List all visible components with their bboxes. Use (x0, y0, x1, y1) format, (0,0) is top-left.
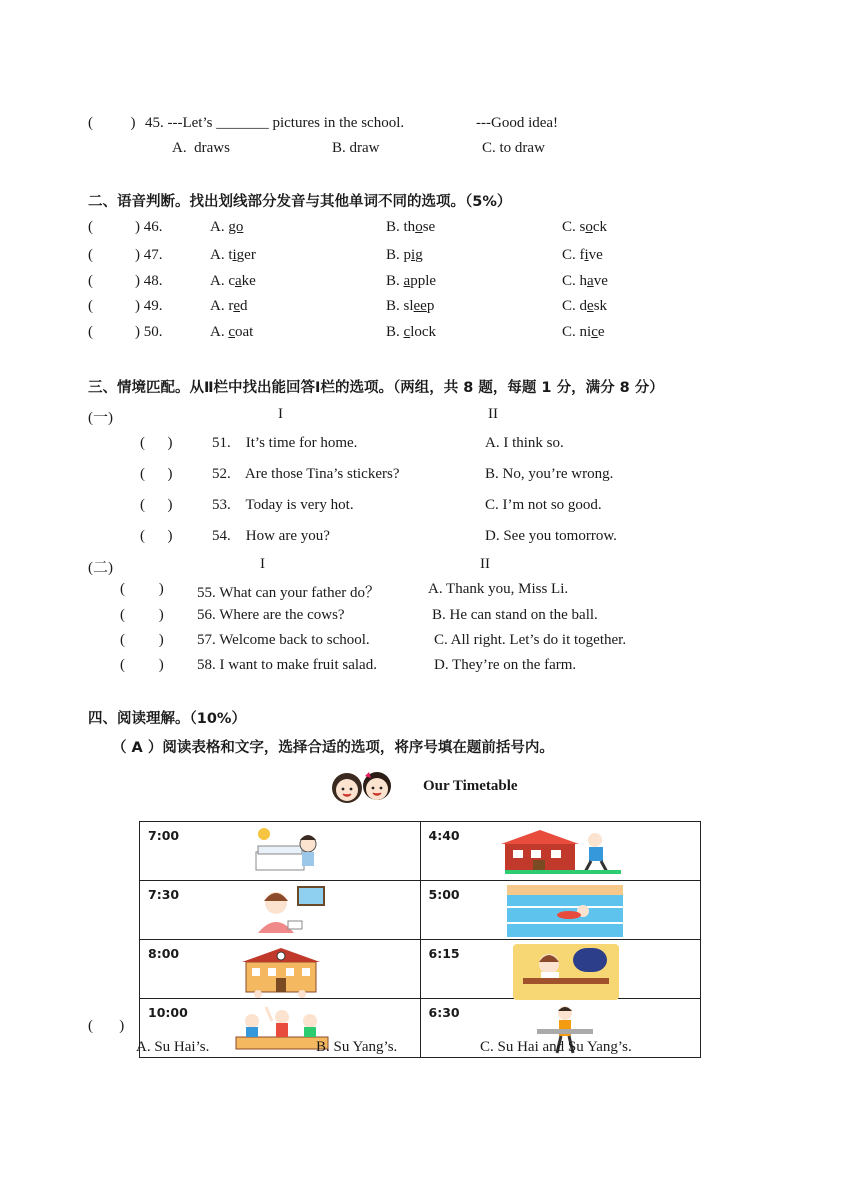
q53-question: 53. Today is very hot. (212, 497, 354, 513)
q58-paren[interactable]: ( ) (120, 657, 164, 673)
q52-paren[interactable]: ( ) (140, 466, 173, 482)
dinner-icon (513, 944, 619, 1000)
q45-stem: 45. ---Let’s _______ pictures in the school. (145, 115, 405, 131)
q50-option-a: A. coat (210, 324, 254, 340)
group2-label: (二) (88, 560, 113, 576)
q49-option-b: B. sleep (386, 298, 435, 314)
time-label: 7:00 (148, 828, 180, 843)
time-label: 6:30 (428, 1005, 460, 1020)
timetable-cell (140, 881, 421, 940)
q50-option-c: C. nice (562, 324, 605, 340)
q59-paren[interactable]: ( ) (88, 1018, 125, 1034)
breakfast-icon (248, 885, 328, 935)
q50-paren[interactable]: ( (88, 324, 93, 340)
q51-question: 51. It’s time for home. (212, 435, 358, 451)
q57-question: 57. Welcome back to school. (197, 632, 370, 648)
q46-option-b: B. those (386, 219, 436, 235)
kids-illustration (325, 766, 405, 806)
q46-number: ) 46. (135, 219, 163, 235)
section4-subtitle: （ A ）阅读表格和文字，选择合适的选项，将序号填在题前括号内。 (112, 740, 554, 756)
q55-answer: A. Thank you, Miss Li. (428, 581, 569, 597)
q58-answer: D. They’re on the farm. (434, 657, 577, 673)
q55-question: 55. What can your father do？ (197, 585, 380, 601)
cut-option-a: A. Su Hai’s. (136, 1039, 210, 1055)
table-row (140, 940, 701, 999)
q49-option-a: A. red (210, 298, 248, 314)
q47-paren[interactable]: ( (88, 247, 93, 263)
timetable-cell (140, 940, 421, 999)
q51-paren[interactable]: ( ) (140, 435, 173, 451)
q54-question: 54. How are you? (212, 528, 330, 544)
q48-number: ) 48. (135, 273, 163, 289)
table-row (140, 881, 701, 940)
q54-paren[interactable]: ( ) (140, 528, 173, 544)
section4-title: 四、阅读理解。（10%） (88, 711, 246, 727)
q47-option-c: C. five (562, 247, 603, 263)
q58-question: 58. I want to make fruit salad. (197, 657, 377, 673)
q46-paren[interactable]: ( (88, 219, 93, 235)
q52-question: 52. Are those Tina’s stickers? (212, 466, 400, 482)
timetable (139, 821, 701, 1058)
group1-label: (一) (88, 410, 113, 426)
swimming-icon (507, 885, 623, 937)
wake-up-icon (250, 826, 326, 874)
q48-option-c: C. have (562, 273, 608, 289)
q53-paren[interactable]: ( ) (140, 497, 173, 513)
go-home-icon (501, 826, 625, 876)
section3-title: 三、情境匹配。从Ⅱ栏中找出能回答Ⅰ栏的选项。（两组，共 8 题，每题 1 分，满分 8 分） (88, 380, 664, 396)
time-label: 4:40 (428, 828, 460, 843)
q47-option-b: B. pig (386, 247, 423, 263)
time-label: 6:15 (428, 946, 460, 961)
q56-answer: B. He can stand on the ball. (432, 607, 598, 623)
q46-option-c: C. sock (562, 219, 608, 235)
timetable-cell (420, 822, 701, 881)
timetable-cell (420, 940, 701, 999)
q54-answer: D. See you tomorrow. (485, 528, 617, 544)
q49-option-c: C. desk (562, 298, 608, 314)
q56-question: 56. Where are the cows? (197, 607, 345, 623)
q45-reply: ---Good idea! (476, 115, 559, 131)
q48-paren[interactable]: ( (88, 273, 93, 289)
q47-number: ) 47. (135, 247, 163, 263)
q56-paren[interactable]: ( ) (120, 607, 164, 623)
q52-answer: B. No, you’re wrong. (485, 466, 614, 482)
group1-col2-header: II (488, 406, 498, 422)
q55-paren[interactable]: ( ) (120, 581, 164, 597)
timetable-cell (420, 881, 701, 940)
school-icon (238, 944, 324, 1000)
q45-option-a: A. draws (172, 140, 230, 156)
q45-option-b: B. draw (332, 140, 380, 156)
q50-option-b: B. clock (386, 324, 437, 340)
cut-off-options (130, 1039, 660, 1066)
time-label: 7:30 (148, 887, 180, 902)
q51-answer: A. I think so. (485, 435, 564, 451)
timetable-cell (140, 822, 421, 881)
table-title: Our Timetable (423, 778, 518, 794)
q57-paren[interactable]: ( ) (120, 632, 164, 648)
time-label: 8:00 (148, 946, 180, 961)
time-label: 5:00 (428, 887, 460, 902)
q53-answer: C. I’m not so good. (485, 497, 602, 513)
section2-title: 二、语音判断。找出划线部分发音与其他单词不同的选项。（5%） (88, 194, 512, 210)
q46-option-a: A. go (210, 219, 244, 235)
q57-answer: C. All right. Let’s do it together. (434, 632, 627, 648)
q49-paren[interactable]: ( (88, 298, 93, 314)
group1-col1-header: I (278, 406, 283, 422)
table-row (140, 822, 701, 881)
q47-option-a: A. tiger (210, 247, 256, 263)
time-label: 10:00 (148, 1005, 188, 1020)
q48-option-a: A. cake (210, 273, 256, 289)
group2-col1-header: I (260, 556, 265, 572)
cut-option-b: B. Su Yang’s. (316, 1039, 398, 1055)
q45-option-c: C. to draw (482, 140, 545, 156)
cut-option-c: C. Su Hai and Su Yang’s. (480, 1039, 632, 1055)
q49-number: ) 49. (135, 298, 163, 314)
q45-paren[interactable]: ( ) (88, 115, 136, 131)
group2-col2-header: II (480, 556, 490, 572)
q48-option-b: B. apple (386, 273, 437, 289)
q50-number: ) 50. (135, 324, 163, 340)
